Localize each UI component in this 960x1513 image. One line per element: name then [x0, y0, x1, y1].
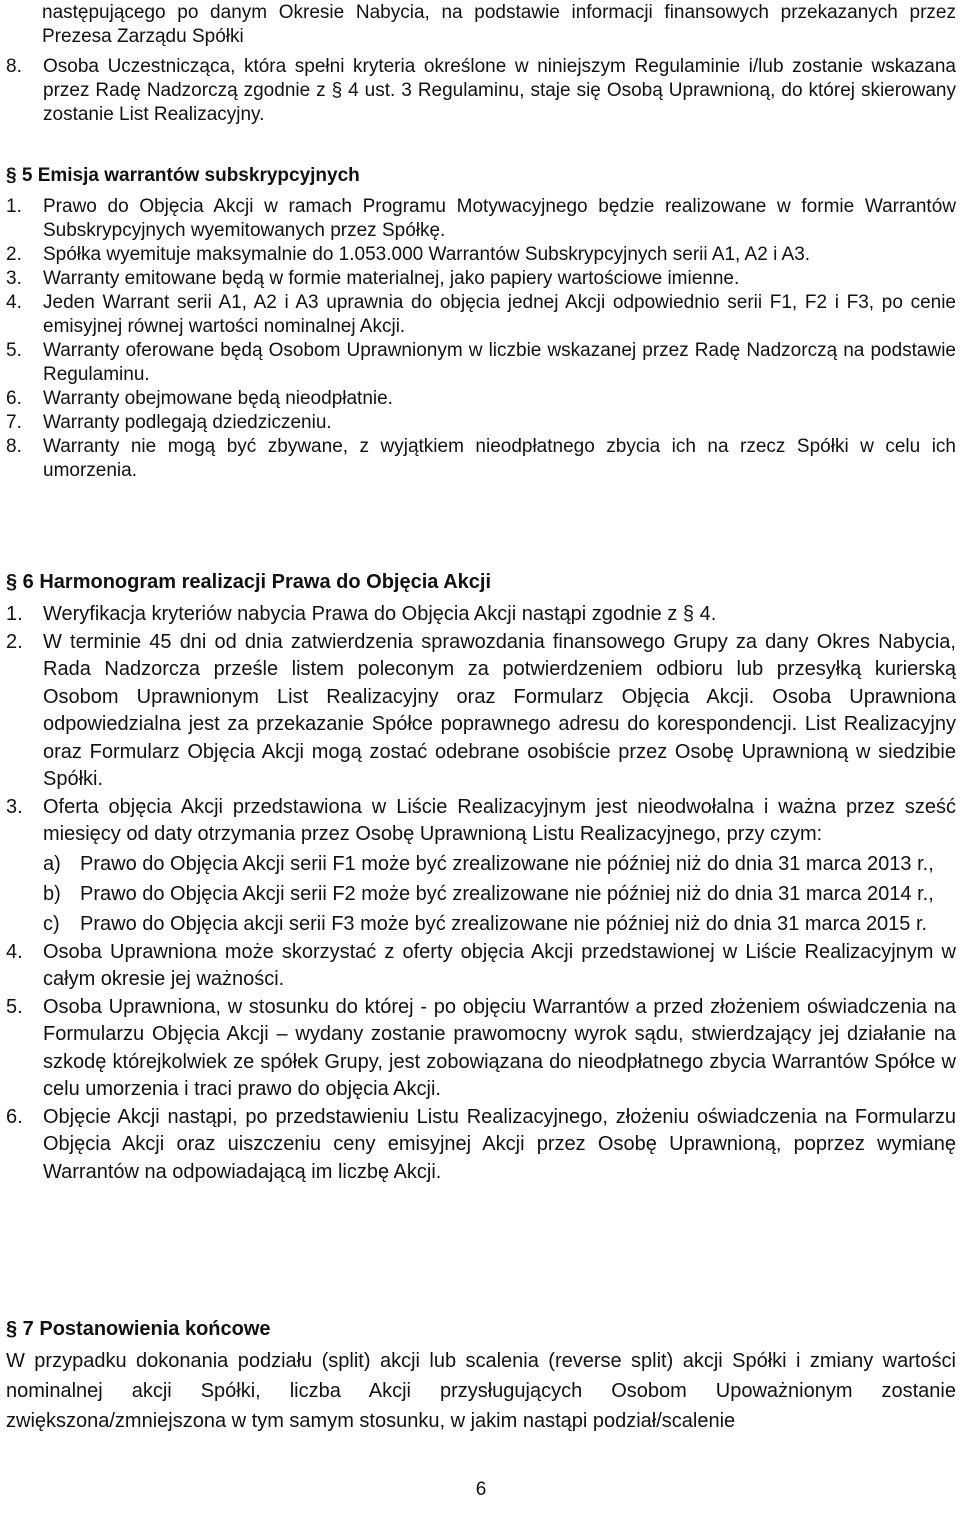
list-text: Osoba Uczestnicząca, która spełni kryteria określone w niniejszym Regulaminie i/lub zostanie wskazana przez Radę Nadzorczą zgodnie z § 4 ust. 3 Regulaminu, staje się Osobą Uprawnioną, do której skierowany zostanie List Realizacyjny. — [43, 56, 956, 125]
list-number: 1. — [6, 603, 23, 625]
list-text: Objęcie Akcji nastąpi, po przedstawieniu Listu Realizacyjnego, złożeniu oświadczenia na Formularzu Objęcia Akcji oraz uiszczeniu ceny emisyjnej Akcji przez Osobę Uprawnioną, poprzez wymianę Warrantów na odpowiadającą im liczbę Akcji. — [43, 1105, 956, 1183]
sub-list-text: Prawo do Objęcia Akcji serii F1 może być zrealizowane nie później niż do dnia 31 marca 2013 r., — [80, 852, 934, 875]
list-item — [6, 339, 956, 387]
list-number: 8. — [6, 56, 22, 77]
list-text: Warranty nie mogą być zbywane, z wyjątkiem nieodpłatnego zbycia ich na rzecz Spółki w celu ich umorzenia. — [43, 436, 956, 481]
sub-list-text: Prawo do Objęcia Akcji serii F2 może być zrealizowane nie później niż do dnia 31 marca 2014 r., — [80, 882, 934, 905]
list-number: 4. — [6, 292, 22, 313]
list-number: 1. — [6, 196, 22, 217]
list-item — [6, 411, 956, 435]
sub-list-letter: b) — [43, 882, 61, 905]
list-number: 8. — [6, 436, 22, 457]
sub-list-text: Prawo do Objęcia akcji serii F3 może być zrealizowane nie później niż do dnia 31 marca 2015 r. — [80, 912, 928, 935]
list-text: Warranty podlegają dziedziczeniu. — [43, 412, 332, 433]
list-text: Warranty obejmowane będą nieodpłatnie. — [43, 388, 393, 409]
list-text: Warranty oferowane będą Osobom Uprawnionym w liczbie wskazanej przez Radę Nadzorczą na podstawie Regulaminu. — [43, 340, 956, 385]
list-number: 6. — [6, 1105, 23, 1128]
section-5-list — [6, 195, 956, 483]
list-text: Warranty emitowane będą w formie materialnej, jako papiery wartościowe imienne. — [43, 268, 740, 289]
list-item — [6, 994, 956, 1104]
list-item — [6, 601, 956, 629]
list-item — [6, 939, 956, 994]
continued-paragraph — [42, 1, 956, 49]
list-text: Spółka wyemituje maksymalnie do 1.053.000 Warrantów Subskrypcyjnych serii A1, A2 i A3. — [43, 244, 811, 265]
list-item — [6, 195, 956, 243]
list-number: 5. — [6, 340, 22, 361]
list-item — [6, 291, 956, 339]
list-number: 5. — [6, 995, 23, 1018]
continued-text: następującego po danym Okresie Nabycia, na podstawie informacji finansowych przekazanych przez Prezesa Zarządu Spółki — [42, 2, 956, 47]
list-item — [6, 629, 956, 794]
list-number: 4. — [6, 940, 23, 963]
sub-list-letter: c) — [43, 912, 60, 935]
list-text: Weryfikacja kryteriów nabycia Prawa do Objęcia Akcji nastąpi zgodnie z § 4. — [43, 603, 717, 625]
sub-list-item — [6, 879, 956, 909]
list-text: W terminie 45 dni od dnia zatwierdzenia sprawozdania finansowego Grupy za dany Okres Nabycia, Rada Nadzorcza prześle listem poleconym za potwierdzeniem odbioru lub przesyłką kurierską Osobom Uprawnionym List Realizacyjny oraz Formularz Objęcia Akcji. Osoba Uprawniona odpowiedzialna jest za przekazanie Spółce poprawnego adresu do korespondencji. List Realizacyjny oraz Formularz Objęcia Akcji mogą zostać odebrane osobiście przez Osobę Uprawnioną w siedzibie Spółki. — [43, 630, 956, 790]
list-text: Osoba Uprawniona może skorzystać z oferty objęcia Akcji przedstawionej w Liście Realizacyjnym w całym okresie jej ważności. — [43, 940, 956, 990]
section-7-heading: § 7 Postanowienia końcowe — [6, 1318, 271, 1340]
list-number: 6. — [6, 388, 22, 409]
list-item — [6, 55, 956, 127]
list-item — [6, 387, 956, 411]
list-text: Jeden Warrant serii A1, A2 i A3 uprawnia do objęcia jednej Akcji odpowiednio serii F1, F2 i F3, po cenie emisyjnej równej wartości nominalnej Akcji. — [43, 292, 956, 337]
list-text: Prawo do Objęcia Akcji w ramach Programu Motywacyjnego będzie realizowane w formie Warrantów Subskrypcyjnych wyemitowanych przez Spółkę. — [43, 196, 956, 241]
list-text: Osoba Uprawniona, w stosunku do której - po objęciu Warrantów a przed złożeniem oświadczenia na Formularzu Objęcia Akcji – wydany zostanie prawomocny wyrok sądu, stwierdzający jej działanie na szkodę którejkolwiek ze spółek Grupy, jest zobowiązana do nieodpłatnego zbycia Warrantów Spółce w celu umorzenia i traci prawo do objęcia Akcji. — [43, 995, 956, 1100]
sub-list-item — [6, 849, 956, 879]
list-item — [6, 794, 956, 849]
page-number: 6 — [475, 1479, 487, 1500]
list-number: 3. — [6, 795, 23, 818]
list-item — [6, 1104, 956, 1187]
list-number: 3. — [6, 268, 22, 289]
section-6-heading: § 6 Harmonogram realizacji Prawa do Objęcia Akcji — [6, 571, 492, 593]
list-number: 2. — [6, 630, 23, 653]
section-6-list — [6, 601, 956, 1186]
list-item — [6, 435, 956, 483]
sub-list-item — [6, 909, 956, 939]
list-text: Oferta objęcia Akcji przedstawiona w Liście Realizacyjnym jest nieodwołalna i ważna przez sześć miesięcy od daty otrzymania przez Osobę Uprawnioną Listu Realizacyjnego, przy czym: — [43, 795, 956, 845]
list-number: 7. — [6, 412, 22, 433]
list-item — [6, 267, 956, 291]
list-item — [6, 243, 956, 267]
section-5-heading: § 5 Emisja warrantów subskrypcyjnych — [6, 165, 360, 186]
list-number: 2. — [6, 244, 22, 265]
section-7-paragraph: W przypadku dokonania podziału (split) akcji lub scalenia (reverse split) akcji Spółki i zmiany wartości nominalnej akcji Spółki, liczba Akcji przysługujących Osobom Upoważnionym zostanie zwiększona/zmniejszona w tym samym stosunku, w jakim nastąpi podział/scalenie — [6, 1350, 956, 1432]
sub-list-letter: a) — [43, 852, 61, 875]
